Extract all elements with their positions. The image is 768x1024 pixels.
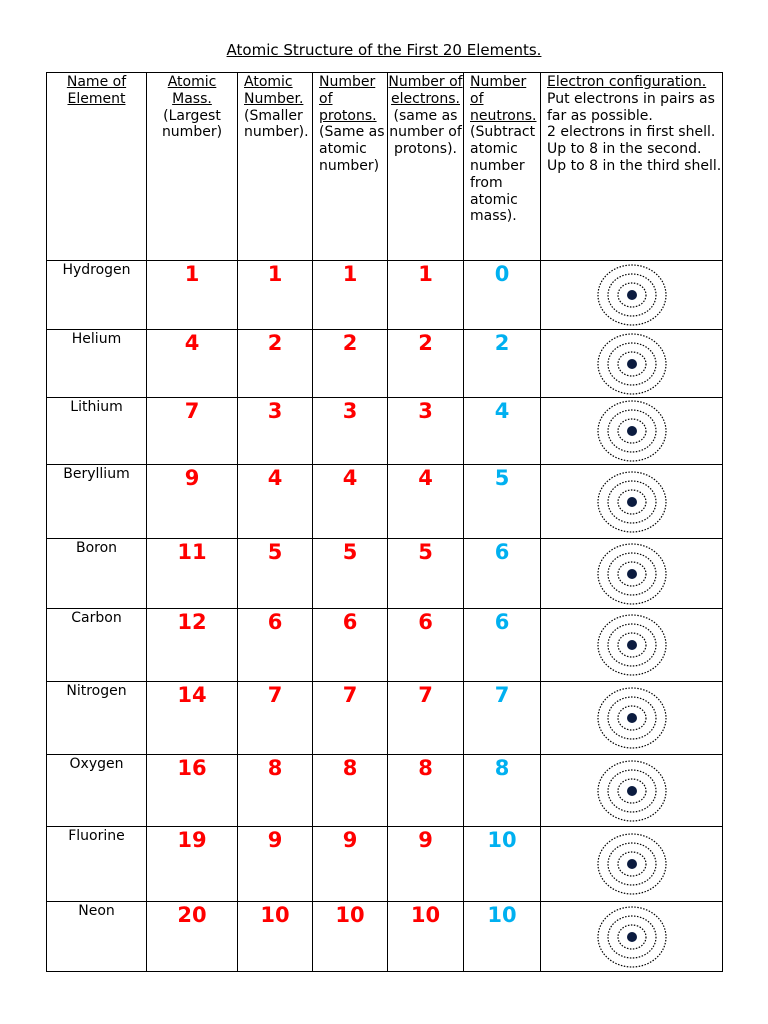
electrons-value: 8 [388,755,464,827]
atomic-value: 6 [238,609,313,682]
shell-rings-icon [596,905,668,969]
mass-value: 12 [147,609,238,682]
neutrons-value: 0 [464,261,541,330]
atomic-value: 5 [238,539,313,609]
electrons-value: 5 [388,539,464,609]
electrons-value: 3 [388,398,464,465]
atomic-value: 4 [238,465,313,539]
atomic-value: 10 [238,902,313,972]
neutrons-value: 10 [464,902,541,972]
atomic-value: 3 [238,398,313,465]
electron-shell-diagram [541,261,723,330]
protons-value: 7 [313,682,388,755]
element-name: Carbon [47,609,147,682]
nucleus-dot [627,497,637,507]
table-row [47,539,723,609]
electron-shell-diagram [541,609,723,682]
element-name: Lithium [47,398,147,465]
atomic-value: 9 [238,827,313,902]
shell-rings-icon [596,613,668,677]
neutrons-value: 5 [464,465,541,539]
neutrons-value: 8 [464,755,541,827]
electrons-value: 9 [388,827,464,902]
header-name: Name of Element [47,73,147,261]
nucleus-dot [627,569,637,579]
atomic-value: 1 [238,261,313,330]
electron-shell-diagram [541,539,723,609]
table-row [47,398,723,465]
mass-value: 4 [147,330,238,398]
mass-value: 16 [147,755,238,827]
electron-shell-diagram [541,330,723,398]
electron-shell-diagram [541,827,723,902]
table-row [47,330,723,398]
electrons-value: 4 [388,465,464,539]
electrons-value: 7 [388,682,464,755]
atomic-value: 2 [238,330,313,398]
electron-shell-diagram [541,755,723,827]
nucleus-dot [627,932,637,942]
protons-value: 8 [313,755,388,827]
page-title: Atomic Structure of the First 20 Elements. [226,41,542,59]
nucleus-dot [627,640,637,650]
shell-rings-icon [596,399,668,463]
element-name: Nitrogen [47,682,147,755]
nucleus-dot [627,290,637,300]
protons-value: 1 [313,261,388,330]
nucleus-dot [627,359,637,369]
element-name: Helium [47,330,147,398]
shell-rings-icon [596,470,668,534]
electron-shell-diagram [541,465,723,539]
electrons-value: 1 [388,261,464,330]
mass-value: 14 [147,682,238,755]
atomic-value: 8 [238,755,313,827]
element-name: Neon [47,902,147,972]
protons-value: 2 [313,330,388,398]
electron-shell-diagram [541,902,723,972]
table-row [47,902,723,972]
shell-rings-icon [596,332,668,396]
electron-shell-diagram [541,398,723,465]
protons-value: 5 [313,539,388,609]
neutrons-value: 7 [464,682,541,755]
mass-value: 7 [147,398,238,465]
atomic-value: 7 [238,682,313,755]
mass-value: 20 [147,902,238,972]
table-row [47,755,723,827]
header-neutrons: Number of neutrons. (Subtract atomic number from atomic mass). [464,73,541,261]
mass-value: 9 [147,465,238,539]
mass-value: 11 [147,539,238,609]
neutrons-value: 10 [464,827,541,902]
header-atomic-mass: Atomic Mass. (Largest number) [147,73,238,261]
header-protons: Number of protons. (Same as atomic number) [313,73,388,261]
table-row [47,465,723,539]
table-row [47,682,723,755]
element-name: Beryllium [47,465,147,539]
electron-shell-diagram [541,682,723,755]
element-name: Boron [47,539,147,609]
element-name: Fluorine [47,827,147,902]
neutrons-value: 4 [464,398,541,465]
header-electron-configuration: Electron configuration. Put electrons in pairs as far as possible. 2 electrons in first shell. Up to 8 in the second. Up to 8 in the third shell. [541,73,723,261]
electrons-value: 2 [388,330,464,398]
protons-value: 3 [313,398,388,465]
shell-rings-icon [596,759,668,823]
header-row [47,73,723,261]
protons-value: 9 [313,827,388,902]
header-atomic-number: Atomic Number. (Smaller number). [238,73,313,261]
table-row [47,609,723,682]
shell-rings-icon [596,263,668,327]
element-name: Oxygen [47,755,147,827]
mass-value: 19 [147,827,238,902]
shell-rings-icon [596,542,668,606]
table-row [47,261,723,330]
shell-rings-icon [596,832,668,896]
protons-value: 10 [313,902,388,972]
mass-value: 1 [147,261,238,330]
neutrons-value: 2 [464,330,541,398]
header-electrons: Number of electrons. (same as number of protons). [388,73,464,261]
elements-table [46,72,723,972]
element-name: Hydrogen [47,261,147,330]
neutrons-value: 6 [464,539,541,609]
nucleus-dot [627,786,637,796]
protons-value: 4 [313,465,388,539]
nucleus-dot [627,426,637,436]
neutrons-value: 6 [464,609,541,682]
nucleus-dot [627,859,637,869]
protons-value: 6 [313,609,388,682]
shell-rings-icon [596,686,668,750]
nucleus-dot [627,713,637,723]
electrons-value: 6 [388,609,464,682]
table-row [47,827,723,902]
electrons-value: 10 [388,902,464,972]
